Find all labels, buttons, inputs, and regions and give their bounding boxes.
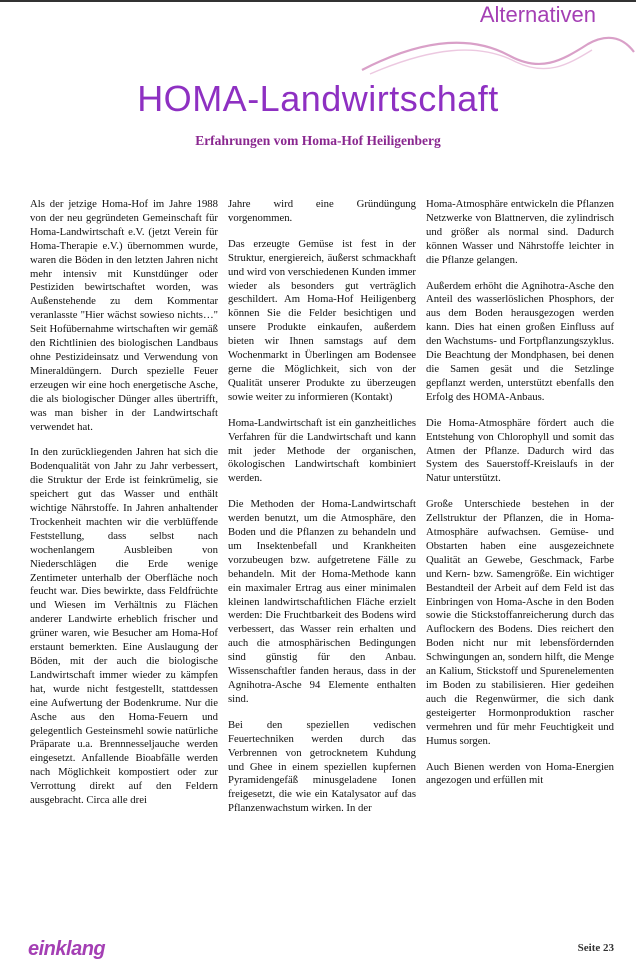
paragraph: Die Homa-Atmosphäre fördert auch die Entstehung von Chlorophyll und somit das Atmen der Pflanze. Dadurch wird das System des Sauerstoff-Kreislaufs in der Natur unterstützt. xyxy=(426,416,614,485)
text-column-3 xyxy=(426,198,614,908)
paragraph: Bei den speziellen vedischen Feuertechniken werden durch das Verbrennen von getrocknetem Kuhdung und Ghee in einem speziellen kupfernen Pyramidengefäß minusgeladene Ionen freigesetzt, die wie ein Katalysator auf das Pflanzenwachstum wirken. In der xyxy=(228,718,416,815)
page-title: HOMA-Landwirtschaft xyxy=(137,78,499,119)
paragraph: Jahre wird eine Gründüngung vorgenommen. xyxy=(228,198,416,224)
magazine-logo: einklang xyxy=(28,938,106,960)
paragraph: Als der jetzige Homa-Hof im Jahre 1988 von der neu gegründeten Gemeinschaft für Homa-Landwirtschaft e.V. (jetzt Verein für Homa-Therapie e.V.) übernommen wurde, waren die Böden in den letzten Jahren nicht mehr intensiv mit Kunstdünger oder Pestiziden bewirtschaftet worden, was Außenstehende zu dem Kommentar veranlasste "Hier wächst sowieso nichts…" Seit Hofübernahme wirtschaften wir gemäß den Richtlinien des biologischen Landbaus ohne Pestizideinsatz und Verwendung von Mineraldüngern. Durch spezielle Feuer erzeugen wir eine hoch energetische Asche, die als biologischer Dünger alles übertrifft, was man bisher in der Landwirtschaft verwendet hat. xyxy=(30,198,218,433)
article-body xyxy=(30,198,614,908)
text-column-1 xyxy=(30,198,218,908)
paragraph: Homa-Atmosphäre entwickeln die Pflanzen Netzwerke von Blattnerven, die zylindrisch und größer als normal sind. Dadurch können Wasser und Nährstoffe leichter in die Pflanze gelangen. xyxy=(426,198,614,266)
paragraph: Außerdem erhöht die Agnihotra-Asche den Anteil des wasserlöslichen Phosphors, der aus dem Boden herausgezogen werden kann. Dies hat einen großen Einfluss auf den Wachstums- und Fortpflanzungszyklus. Die Beachtung der Mondphasen, bei denen die Samen gesät und die Setzlinge gepflanzt werden, unterstützt ebenfalls den Erfolg des HOMA-Anbaus. xyxy=(426,279,614,403)
paragraph: In den zurückliegenden Jahren hat sich die Bodenqualität von Jahr zu Jahr verbessert, die Struktur der Erde ist feinkrümelig, sie speichert gut das Wasser und enthält wichtige Nährstoffe. In Jahren anhaltender Trockenheit machten wir die verblüffende Feststellung, dass selbst nach wochenlangem Ausbleiben von Niederschlägen die Erde wenige Zentimeter unterhalb der Oberfläche noch feucht war. Dies bewirkte, dass Feldfrüchte und Wiesen im Verhältnis zu Flächen anderer Landwirte erheblich frischer und grüner waren, wie Besucher am Homa-Hof erstaunt bemerkten. Eine Auslaugung der Böden, mit der auch die biologische Landwirtschaft immer wieder zu kämpfen hat, wurde nicht festgestellt, stattdessen eine Aufwertung der Bodenkrume. Nur die Asche aus den Homa-Feuern und gelegentlich Gesteinsmehl sowie natürliche Präparate u.a. Brennnesseljauche werden eingesetzt. Anfallende Bioabfälle werden nach Möglichkeit kompostiert oder zur Verrottung direkt auf den Feldern ausgebracht. Circa alle drei xyxy=(30,446,218,807)
paragraph: Auch Bienen werden von Homa-Energien angezogen und erfüllen mit xyxy=(426,760,614,787)
paragraph: Das erzeugte Gemüse ist fest in der Struktur, energiereich, äußerst schmackhaft und wird von verschiedenen Kunden immer wieder als besonders gut verträglich geschildert. Am Homa-Hof Heiligenberg können Sie die Felder besichtigen und unsere Produkte einkaufen, außerdem bieten wir Ihnen samstags auf dem Wochenmarkt in Überlingen am Bodensee gerne die Möglichkeit, sich von der Qualität unserer Produkte zu überzeugen sowie weiter zu informieren (Kontakt) xyxy=(228,237,416,403)
decorative-swoosh xyxy=(360,22,636,82)
paragraph: Die Methoden der Homa-Landwirtschaft werden benutzt, um die Atmosphäre, den Boden und die Pflanzen zu behandeln und um Insektenbefall und Krankheiten vorzubeugen bzw. aufgetretene Fälle zu behandeln. Mit der Homa-Methode kann ein maximaler Ertrag aus einer minimalen kleinen landwirtschaftlichen Fläche erzielt werden: Die Fruchtbarkeit des Bodens wird verbessert, das Wasser rein erhalten und auch die atmosphärischen Bedingungen sind günstig für den Anbau. Wissenschaftler fanden heraus, dass in der Agnihotra-Asche 94 Elemente enthalten sind. xyxy=(228,498,416,705)
paragraph: Homa-Landwirtschaft ist ein ganzheitliches Verfahren für die Landwirtschaft und kann mit jeder Methode der organischen, ökologischen Landwirtschaft kombiniert werden. xyxy=(228,416,416,485)
page-subtitle: Erfahrungen vom Homa-Hof Heiligenberg xyxy=(195,133,441,148)
page-number: Seite 23 xyxy=(577,942,614,954)
section-label: Alternativen xyxy=(479,2,596,27)
paragraph: Große Unterschiede bestehen in der Zellstruktur der Pflanzen, die in Homa-Atmosphäre aufwachsen. Gemüse- und Obstarten haben eine ausgezeichnete Qualität an Gewebe, Geschmack, Farbe und Kern- bzw. Samengröße. Ein wichtiger Bestandteil der Arbeit auf dem Feld ist das Einbringen von Homa-Asche in den Boden sowie die Stickstoffanreicherung durch das Auflockern des Bodens. Dies reichert den Boden nicht nur mit lebensfördernden Schwingungen an, sondern hilft, die Menge an Kalium, Stickstoff und Spurenelementen im Boden zu stabilisieren. Hier gedeihen auch die Regenwürmer, die sich dank gesteigerter Hormonproduktion rascher vermehren und für mehr Feuchtigkeit und Humus sorgen. xyxy=(426,498,614,747)
text-column-2 xyxy=(228,198,416,908)
